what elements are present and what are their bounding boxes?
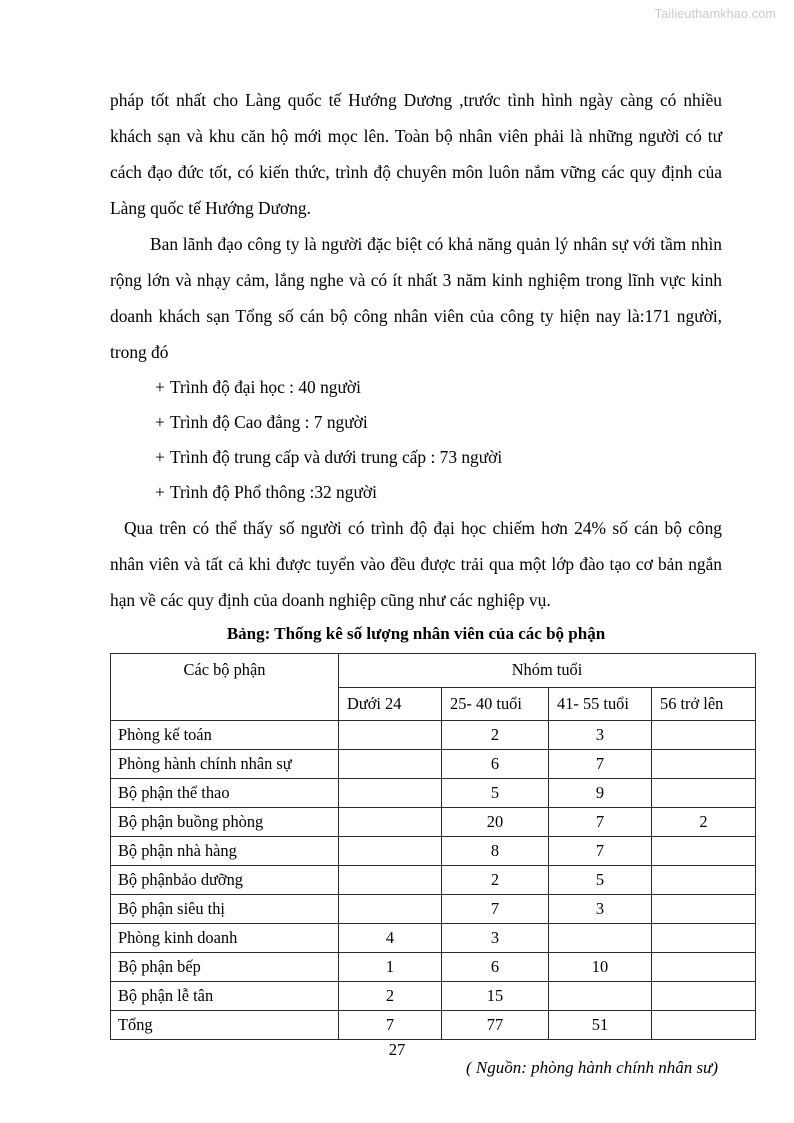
table-row [111,779,756,808]
table-row [111,1011,756,1040]
cell-count [339,779,442,808]
table-row [111,750,756,779]
cell-count [652,953,756,982]
cell-count: 3 [549,721,652,750]
cell-count [652,750,756,779]
list-item [110,440,722,475]
table-row [111,866,756,895]
list-item [110,370,722,405]
cell-count: 7 [549,837,652,866]
table-row [111,837,756,866]
cell-count [652,895,756,924]
cell-count [652,779,756,808]
cell-count [652,1011,756,1040]
list-marker: + [155,482,165,502]
cell-count: 8 [442,837,549,866]
table-row [111,721,756,750]
cell-department: Bộ phận siêu thị [111,895,339,924]
table-row [111,982,756,1011]
cell-count: 77 [442,1011,549,1040]
cell-count [339,721,442,750]
table-row [111,953,756,982]
table-row [111,895,756,924]
cell-count: 15 [442,982,549,1011]
column-header-department: Các bộ phận [111,654,339,721]
paragraph-3: Qua trên có thể thấy số người có trình độ đại học chiếm hơn 24% số cán bộ công nhân viên và tất cả khi được tuyển vào đều được trải qua một lớp đào tạo cơ bản ngắn hạn về các quy định của doanh nghiệp cũng như các nghiệp vụ. [110,518,722,610]
cell-count: 1 [339,953,442,982]
cell-count: 2 [652,808,756,837]
cell-count: 7 [339,1011,442,1040]
cell-department: Bộ phận buồng phòng [111,808,339,837]
cell-count [549,982,652,1011]
cell-count: 3 [442,924,549,953]
qualification-list [110,370,722,510]
table-caption: Bảng: Thống kê số lượng nhân viên của các bộ phận [226,624,606,643]
cell-count: 2 [339,982,442,1011]
list-item-label: Trình độ Cao đẳng : 7 người [170,412,368,432]
cell-count: 7 [549,808,652,837]
table-row [111,808,756,837]
cell-department: Bộ phậnbảo dưỡng [111,866,339,895]
staff-statistics-table [110,653,756,1040]
cell-count [339,750,442,779]
cell-count [339,866,442,895]
cell-count: 5 [442,779,549,808]
source-note: ( Nguồn: phòng hành chính nhân sư) [466,1058,718,1077]
column-header-under-24: Dưới 24 [339,687,442,721]
cell-count [339,808,442,837]
cell-department: Bộ phận bếp [111,953,339,982]
cell-count: 4 [339,924,442,953]
cell-count: 3 [549,895,652,924]
table-row [111,924,756,953]
cell-count [652,866,756,895]
cell-department: Phòng kế toán [111,721,339,750]
table-header-row-top [111,654,756,688]
paragraph-2: Ban lãnh đạo công ty là người đặc biệt có khả năng quản lý nhân sự với tầm nhìn rộng lớn và nhạy cảm, lắng nghe và có ít nhất 3 năm kinh nghiệm trong lĩnh vực kinh doanh khách sạn Tổng số cán bộ công nhân viên của công ty hiện nay là:171 người, trong đó [110,234,722,362]
cell-count [339,837,442,866]
cell-count: 5 [549,866,652,895]
cell-department: Bộ phận nhà hàng [111,837,339,866]
cell-count: 7 [442,895,549,924]
column-header-25-40: 25- 40 tuổi [442,687,549,721]
cell-count: 6 [442,750,549,779]
cell-count: 9 [549,779,652,808]
cell-department: Tổng [111,1011,339,1040]
cell-count: 2 [442,721,549,750]
list-item [110,475,722,510]
paragraph-1: pháp tốt nhất cho Làng quốc tế Hướng Dương ,trước tình hình ngày càng có nhiều khách sạn và khu căn hộ mới mọc lên. Toàn bộ nhân viên phải là những người có tư cách đạo đức tốt, có kiến thức, trình độ chuyên môn luôn nắm vững các quy định của Làng quốc tế Hướng Dương. [110,90,722,218]
cell-count [339,895,442,924]
list-item [110,405,722,440]
column-header-56-plus: 56 trở lên [652,687,756,721]
cell-count: 6 [442,953,549,982]
list-marker: + [155,447,165,467]
cell-count: 2 [442,866,549,895]
cell-count [652,837,756,866]
list-item-label: Trình độ đại học : 40 người [170,377,361,397]
cell-department: Bộ phận lễ tân [111,982,339,1011]
table-body [111,721,756,1040]
watermark-text: Tailieuthamkhao.com [654,7,776,21]
list-item-label: Trình độ Phổ thông :32 người [170,482,377,502]
cell-count [652,982,756,1011]
list-marker: + [155,412,165,432]
cell-count [549,924,652,953]
document-content [110,82,722,1078]
cell-department: Phòng kinh doanh [111,924,339,953]
cell-count: 10 [549,953,652,982]
cell-count: 51 [549,1011,652,1040]
table-head [111,654,756,721]
cell-count [652,924,756,953]
page-number: 27 [388,1040,406,1059]
list-marker: + [155,377,165,397]
cell-count: 20 [442,808,549,837]
list-item-label: Trình độ trung cấp và dưới trung cấp : 73 người [170,447,503,467]
cell-count [652,721,756,750]
column-header-41-55: 41- 55 tuổi [549,687,652,721]
cell-department: Bộ phận thể thao [111,779,339,808]
column-header-age-group: Nhóm tuổi [339,654,756,688]
cell-department: Phòng hành chính nhân sự [111,750,339,779]
cell-count: 7 [549,750,652,779]
